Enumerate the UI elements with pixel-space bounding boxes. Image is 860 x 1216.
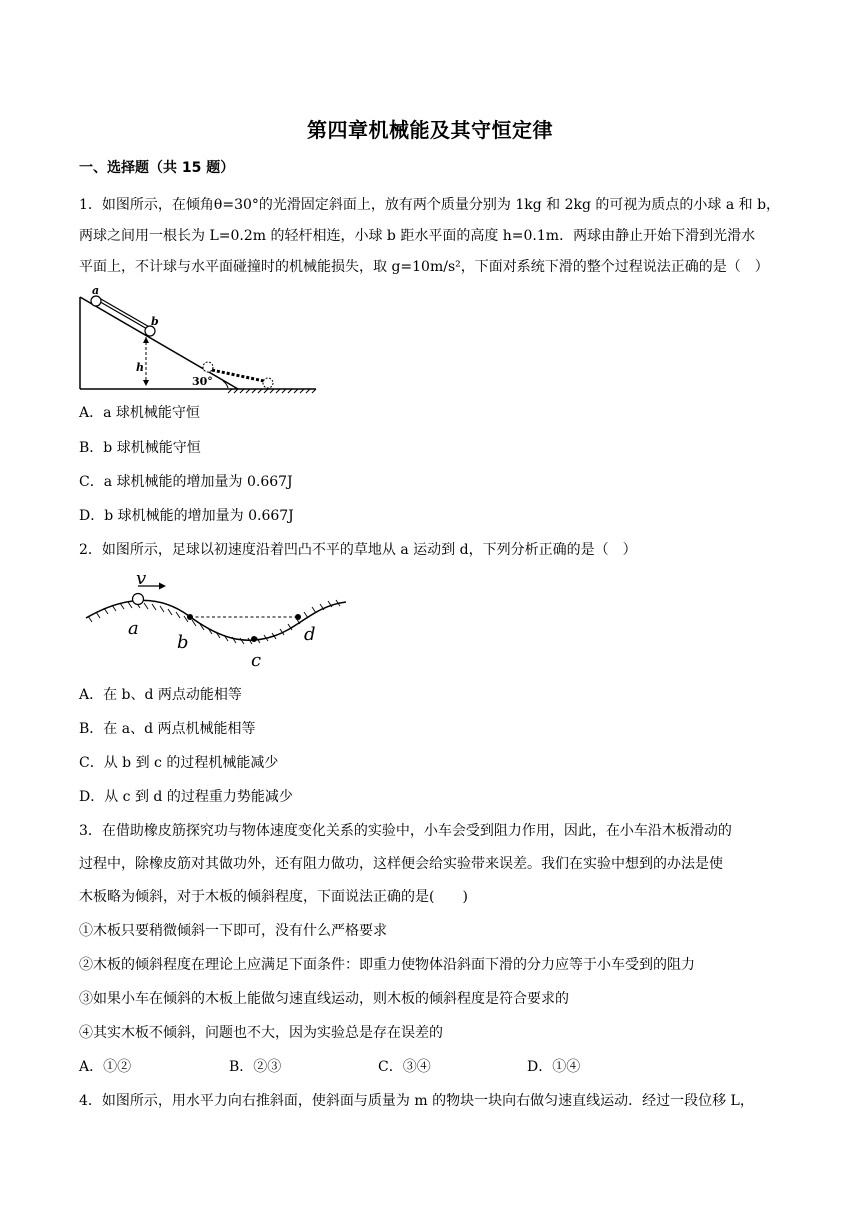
- q2-option-b: B．在 a、d 两点机械能相等: [79, 721, 256, 737]
- q2-label-d: d: [304, 624, 316, 645]
- q3-statement-3: ③如果小车在倾斜的木板上能做匀速直线运动，则木板的倾斜程度是符合要求的: [79, 991, 569, 1007]
- q2-option-a: A．在 b、d 两点动能相等: [79, 687, 242, 703]
- q3-option-d: D．①④: [527, 1059, 581, 1075]
- q1-option-a: A．a 球机械能守恒: [79, 405, 200, 421]
- q1-text-line-1: 1．如图所示，在倾角θ=30°的光滑固定斜面上，放有两个质量分别为 1kg 和 2kg 的可视为质点的小球 a 和 b，: [79, 197, 781, 213]
- q1-label-b: b: [151, 315, 159, 328]
- q3-text-line-2: 过程中，除橡皮筋对其做功外，还有阻力做功，这样便会给实验带来误差。我们在实验中想到的办法是使: [79, 856, 723, 872]
- q3-statement-1: ①木板只要稍微倾斜一下即可，没有什么严格要求: [79, 923, 387, 939]
- q1-label-a: a: [92, 285, 100, 297]
- section-heading: 一、选择题（共 15 题）: [79, 160, 235, 176]
- q1-label-angle: 30°: [192, 375, 213, 388]
- q1-option-b: B．b 球机械能守恒: [79, 440, 201, 456]
- q1-text-line-3: 平面上，不计球与水平面碰撞时的机械能损失，取 g=10m/s²，下面对系统下滑的整个过程说法正确的是（ ）: [79, 259, 769, 275]
- q2-label-a: a: [128, 618, 139, 639]
- q3-text-line-3: 木板略为倾斜，对于木板的倾斜程度，下面说法正确的是( ): [79, 889, 468, 905]
- q1-option-c: C．a 球机械能的增加量为 0.667J: [79, 474, 293, 490]
- q2-label-c: c: [251, 650, 262, 671]
- q3-option-b: B．②③: [229, 1059, 282, 1075]
- q4-text-line: 4．如图所示，用水平力向右推斜面，使斜面与质量为 m 的物块一块向右做匀速直线运动．经过一段位移 L，: [79, 1093, 754, 1109]
- q2-terrain-figure: [84, 566, 352, 672]
- q3-text-line-1: 3．在借助橡皮筋探究功与物体速度变化关系的实验中，小车会受到阻力作用，因此，在小车沿木板滑动的: [79, 823, 732, 839]
- page-title: 第四章机械能及其守恒定律: [307, 118, 553, 142]
- q3-option-a: A．①②: [79, 1059, 132, 1075]
- q1-incline-figure: [78, 285, 323, 395]
- q2-option-d: D．从 c 到 d 的过程重力势能减少: [79, 789, 293, 805]
- q2-option-c: C．从 b 到 c 的过程机械能减少: [79, 755, 279, 771]
- q3-statement-2: ②木板的倾斜程度在理论上应满足下面条件：即重力使物体沿斜面下滑的分力应等于小车受到的阻力: [79, 957, 695, 973]
- q3-option-c: C．③④: [378, 1059, 431, 1075]
- q2-text-line: 2．如图所示，足球以初速度沿着凹凸不平的草地从 a 运动到 d，下列分析正确的是（ ）: [79, 542, 637, 558]
- q1-option-d: D．b 球机械能的增加量为 0.667J: [79, 508, 294, 524]
- q2-label-b: b: [177, 632, 189, 653]
- q1-text-line-2: 两球之间用一根长为 L=0.2m 的轻杆相连，小球 b 距水平面的高度 h=0.1m．两球由静止开始下滑到光滑水: [79, 228, 756, 244]
- q2-label-v: v: [136, 568, 147, 589]
- q3-statement-4: ④其实木板不倾斜，问题也不大，因为实验总是存在误差的: [79, 1025, 443, 1041]
- q1-label-h: h: [136, 361, 144, 374]
